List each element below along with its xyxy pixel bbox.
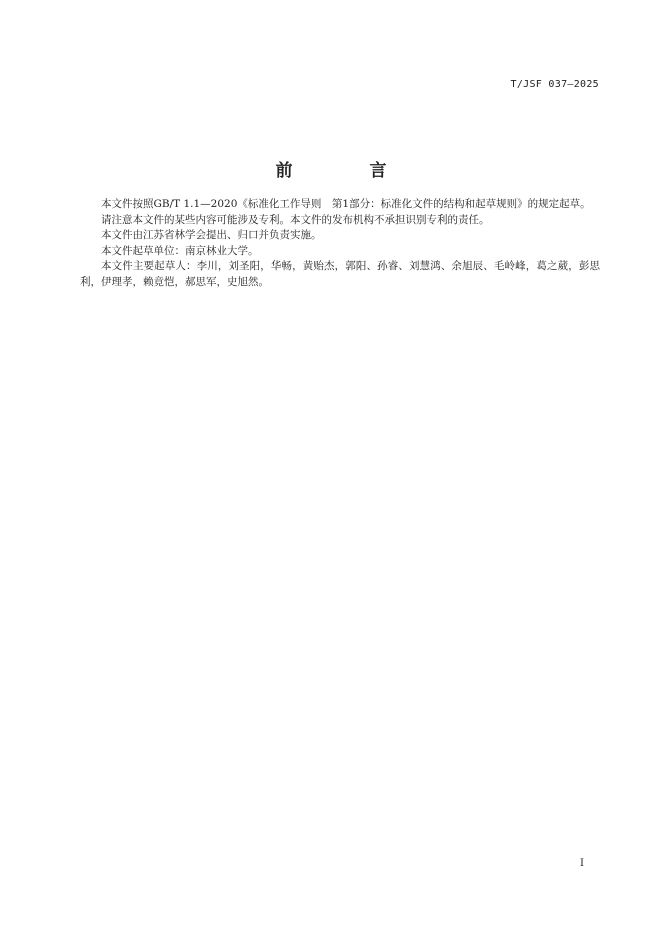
paragraph-drafters: 本文件主要起草人：李川，刘圣阳，华畅，黄贻杰，郭阳、孙睿、刘慧鸿、余旭辰、毛岭峰，葛之葳，彭思利，伊理孝，赖竟恺，郝思军，史旭然。 (80, 260, 600, 288)
page-number: I (580, 858, 584, 869)
paragraph-drafting-unit: 本文件起草单位：南京林业大学。 (101, 244, 259, 257)
paragraph-drafting-rules: 本文件按照GB/T 1.1—2020《标准化工作导则 第1部分：标准化文件的结构和起草规则》的规定起草。 (101, 198, 591, 210)
foreword-body (80, 197, 600, 290)
paragraph-proposer: 本文件由江苏省林学会提出、归口并负责实施。 (101, 229, 322, 241)
paragraph-patent-notice: 请注意本文件的某些内容可能涉及专利。本文件的发布机构不承担识别专利的责任。 (101, 213, 490, 226)
document-code: T/JSF 037—2025 (510, 79, 599, 90)
section-title: 前 言 (275, 161, 417, 181)
